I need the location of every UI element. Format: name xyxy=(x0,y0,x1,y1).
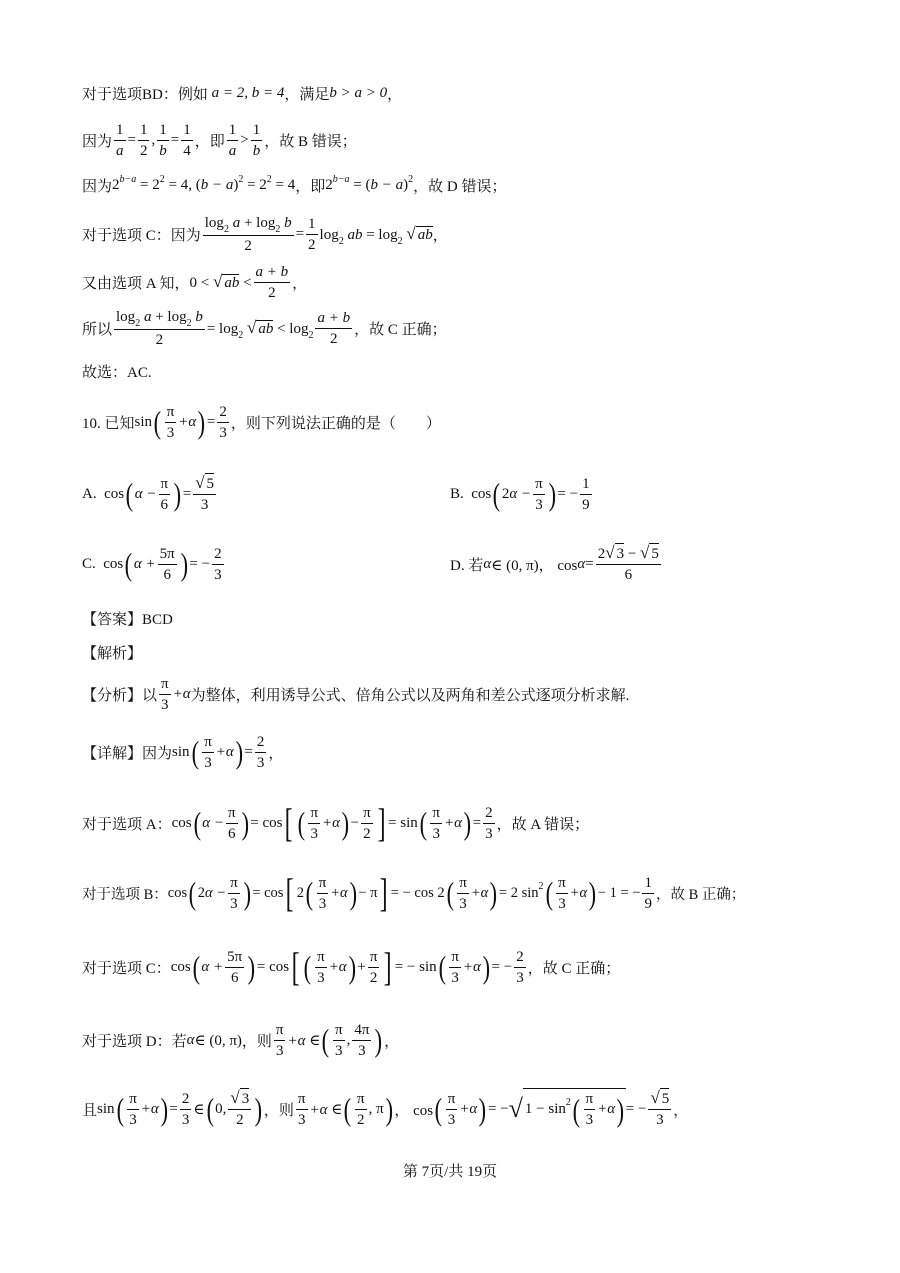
text: ，即 xyxy=(194,133,225,150)
fraction: $\frac{4\pi}{3}$ xyxy=(354,1021,370,1059)
selection-c: 对于选项 C： cos ( α + $\frac{5\pi}{6}$ ) = cos [ ( $\frac{\pi}{3}$ +α ) + $\frac{\pi}{2}$ ] = − sin ( $\frac{\pi}{3}$ +α ) = − $\frac{2}{3}$ ，故 C 正确； xyxy=(82,944,621,989)
fraction: $\frac{1}{9}$ xyxy=(582,475,590,513)
text: 对于选项 B： xyxy=(82,886,168,903)
fraction: $\frac{\log_2 a + \log_2 b}{2}$ xyxy=(204,214,292,254)
text: ，故 C 正确； xyxy=(354,321,447,338)
text: 对于选项 D：若 xyxy=(82,1033,187,1050)
option-label: C. xyxy=(82,555,96,572)
fraction: $\frac{1}{2}$ xyxy=(139,121,148,159)
text: 对于选项BD：例如 xyxy=(82,86,208,103)
text-line xyxy=(82,172,506,198)
text: ，即 xyxy=(295,178,326,195)
text: 因为 xyxy=(82,178,113,195)
text: 所以 xyxy=(82,321,113,338)
fraction: $\frac{\log_2 a + \log_2 b}{2}$ xyxy=(116,308,203,348)
fraction: $\frac{2}{3}$ xyxy=(485,804,493,842)
fraction: $\frac{1}{b}$ xyxy=(252,121,261,159)
math: a = 2, b = 4 xyxy=(207,84,285,101)
text: 因为 xyxy=(82,133,113,150)
text: 对于选项 C：因为 xyxy=(82,227,201,244)
fraction: $\frac{1}{a}$ xyxy=(228,121,237,159)
fraction: $\frac{\pi}{3}$ xyxy=(297,1090,306,1128)
fraction: $\frac{5\pi}{6}$ xyxy=(227,948,243,986)
math: b > a > 0 xyxy=(329,84,388,101)
option-a: A. cos ( α − $\frac{\pi}{6}$ ) = $\frac{√ 5}{3}$ xyxy=(82,473,215,513)
fraction: $\frac{\pi}{3}$ xyxy=(535,475,543,513)
fraction: $\frac{\pi}{3}$ xyxy=(166,403,175,441)
final-line: 且 sin ( $\frac{\pi}{3}$ +α ) = $\frac{2}{3}$ ∈ ( 0, $\frac{√ 3}{2}$ ) ，则 $\frac{\pi}{3}$ +α ∈ ( $\frac{\pi}{2}$ , π ) ， cos ( $\frac{\pi}{3}$ +α ) = − √ 1 − sin 2 ( $\frac{\pi}{3}$ +α ) = − $\frac{√ 5}{3}$ ， xyxy=(82,1088,689,1128)
text: 且 xyxy=(82,1102,98,1119)
text: ，则下列说法正确的是（ ） xyxy=(230,415,441,432)
text: 【答案】BCD xyxy=(82,611,173,628)
question-number: 10. 已知 xyxy=(82,415,135,432)
text: 故选：AC. xyxy=(82,364,152,381)
option-d: D. 若 α ∈ (0, π)， cos α = $\frac{2√ 3 - √ 5}{6}$ xyxy=(450,543,659,583)
selection-b: 对于选项 B： cos ( 2 α − $\frac{\pi}{3}$ ) = cos [ 2 ( $\frac{\pi}{3}$ +α ) − π ] = − cos 2 ( $\frac{\pi}{3}$ +α ) = 2 sin 2 ( $\frac{\pi}{3}$ +α ) − 1 = − $\frac{1}{9}$ ，故 B 正确； xyxy=(82,870,746,915)
fraction: $\frac{1}{2}$ xyxy=(308,215,316,253)
fraction: $\frac{a + b}{2}$ xyxy=(317,309,351,347)
text: 对于选项 C： xyxy=(82,960,171,977)
math: $\log_2$ ab = $\log_2$ √ ab xyxy=(319,224,433,247)
text: ，故 B 错误； xyxy=(264,133,357,150)
fraction: $\frac{2}{3}$ xyxy=(181,1090,190,1128)
fenxi: 【分析】以 $\frac{\pi}{3}$ +α 为整体，利用诱导公式、倍角公式以及两角和差公式逐项分析求解. xyxy=(82,675,630,713)
fraction: $\frac{\pi}{6}$ xyxy=(228,804,236,842)
text: ，则 xyxy=(241,1033,272,1050)
option-label: B. xyxy=(450,485,464,502)
fraction: $\frac{1}{9}$ xyxy=(644,874,652,912)
fraction: $\frac{\pi}{3}$ xyxy=(585,1091,594,1128)
option-label: D. 若 xyxy=(450,557,484,574)
option-b: B. cos ( 2 α − $\frac{\pi}{3}$ ) = − $\frac{1}{9}$ xyxy=(450,475,590,513)
text: 为整体，利用诱导公式、倍角公式以及两角和差公式逐项分析求解. xyxy=(190,687,630,704)
math: $2^{b-a} = (b - a)^2$ xyxy=(325,173,414,193)
text: ，故 D 错误； xyxy=(413,178,507,195)
fraction: $\frac{\pi}{2}$ xyxy=(363,804,371,842)
fraction: $\frac{\pi}{3}$ xyxy=(432,804,440,842)
fraction: $\frac{2}{3}$ xyxy=(516,948,524,986)
fraction: $\frac{5\pi}{6}$ xyxy=(159,545,175,583)
text-line: 对于选项BD：例如 a = 2, b = 4 ，满足 b > a > 0 ， xyxy=(82,84,403,103)
text: 【分析】以 xyxy=(82,687,158,704)
math: sin xyxy=(134,413,153,430)
fraction: $\frac{2}{3}$ xyxy=(214,545,222,583)
text: ，故 A 错误； xyxy=(496,816,590,833)
text-line: 对于选项 C：因为 $\frac{\log_2 a + \log_2 b}{2}$ = $\frac{1}{2}$ $\log_2$ ab = $\log_2$ √ ab ， xyxy=(82,214,448,254)
fraction: $\frac{\pi}{3}$ xyxy=(335,1021,343,1059)
fraction: $\frac{\pi}{3}$ xyxy=(317,948,325,986)
question-10: 10. 已知 sin ( $\frac{\pi}{3}$ +α ) = $\frac{2}{3}$ ，则下列说法正确的是（ ） xyxy=(82,403,441,441)
fraction: $\frac{√ 5}{3}$ xyxy=(650,1088,670,1128)
text: 又由选项 A 知， xyxy=(82,275,190,292)
fraction: $\frac{\pi}{3}$ xyxy=(310,804,319,842)
fraction: $\frac{1}{a}$ xyxy=(116,121,124,159)
fraction: $\frac{\pi}{2}$ xyxy=(357,1090,365,1128)
fraction: $\frac{\pi}{3}$ xyxy=(447,1090,456,1128)
text: 对于选项 A： xyxy=(82,816,172,833)
selection-d: 对于选项 D：若 α ∈ (0, π) ，则 $\frac{\pi}{3}$ +α ∈ ( $\frac{\pi}{3}$ , $\frac{4\pi}{3}$ ) ， xyxy=(82,1021,400,1059)
fraction: $\frac{1}{b}$ xyxy=(159,121,167,159)
fraction: $\frac{1}{4}$ xyxy=(183,121,191,159)
option-label: A. xyxy=(82,485,97,502)
math: 0 < √ ab < xyxy=(189,272,252,291)
text: ，则 xyxy=(263,1102,294,1119)
fraction: $\frac{√ 5}{3}$ xyxy=(195,473,215,513)
fraction: $\frac{\pi}{6}$ xyxy=(160,475,169,513)
fraction: $\frac{2√ 3 - √ 5}{6}$ xyxy=(597,543,659,583)
fraction: $\frac{\pi}{3}$ xyxy=(129,1090,137,1128)
selection-a: 对于选项 A： cos ( α − $\frac{\pi}{6}$ ) = cos [ ( $\frac{\pi}{3}$ +α ) − $\frac{\pi}{2}$ ] = sin ( $\frac{\pi}{3}$ +α ) = $\frac{2}{3}$ ，故 A 错误； xyxy=(82,800,590,845)
text: 【解析】 xyxy=(82,645,143,662)
fraction: $\frac{\pi}{3}$ xyxy=(204,733,212,771)
fraction: $\frac{\pi}{3}$ xyxy=(230,874,238,912)
fraction: $\frac{2}{3}$ xyxy=(219,403,227,441)
text: ，满足 xyxy=(284,86,330,103)
text: 【详解】因为 xyxy=(82,745,173,762)
fraction: $\frac{\pi}{3}$ xyxy=(558,874,566,912)
fraction: $\frac{\pi}{3}$ xyxy=(275,1021,284,1059)
answer xyxy=(82,607,173,629)
fraction: $\frac{√ 3}{2}$ xyxy=(230,1088,250,1128)
xiangjie: 【详解】因为 sin ( $\frac{\pi}{3}$ +α ) = $\frac{2}{3}$ ， xyxy=(82,733,284,771)
text: ，故 C 正确； xyxy=(527,960,621,977)
fraction: $\frac{\pi}{3}$ xyxy=(451,948,459,986)
fraction: $\frac{\pi}{3}$ xyxy=(318,874,327,912)
math: $2^{b-a} = 2^2 = 4$, $(b - a)^2 = 2^2 = 4$ xyxy=(112,173,296,193)
fraction: $\frac{\pi}{3}$ xyxy=(161,675,169,713)
fraction: $\frac{2}{3}$ xyxy=(256,733,265,771)
option-c: C. cos ( α + $\frac{5\pi}{6}$ ) = − $\frac{2}{3}$ xyxy=(82,545,222,583)
text-line xyxy=(82,306,447,350)
fraction: $\frac{\pi}{2}$ xyxy=(369,948,378,986)
page-footer: 第 7页/共 19页 xyxy=(402,1164,498,1180)
math: = $\log_2$ √ ab < $\log_2$ xyxy=(206,318,314,341)
text: ，故 B 正确； xyxy=(655,886,746,903)
text-line: 因为 $\frac{1}{a}$ = $\frac{1}{2}$ , $\frac{1}{b}$ = $\frac{1}{4}$ ，即 $\frac{1}{a}$ > $\frac{1}{b}$ ，故 B 错误； xyxy=(82,121,357,159)
analysis-heading xyxy=(82,641,142,663)
text-line: 又由选项 A 知， 0 < √ ab < $\frac{a + b}{2}$ ， xyxy=(82,263,308,301)
fraction: $\frac{a + b}{2}$ xyxy=(255,263,289,301)
text-line xyxy=(82,360,152,382)
fraction: $\frac{\pi}{3}$ xyxy=(459,874,467,912)
